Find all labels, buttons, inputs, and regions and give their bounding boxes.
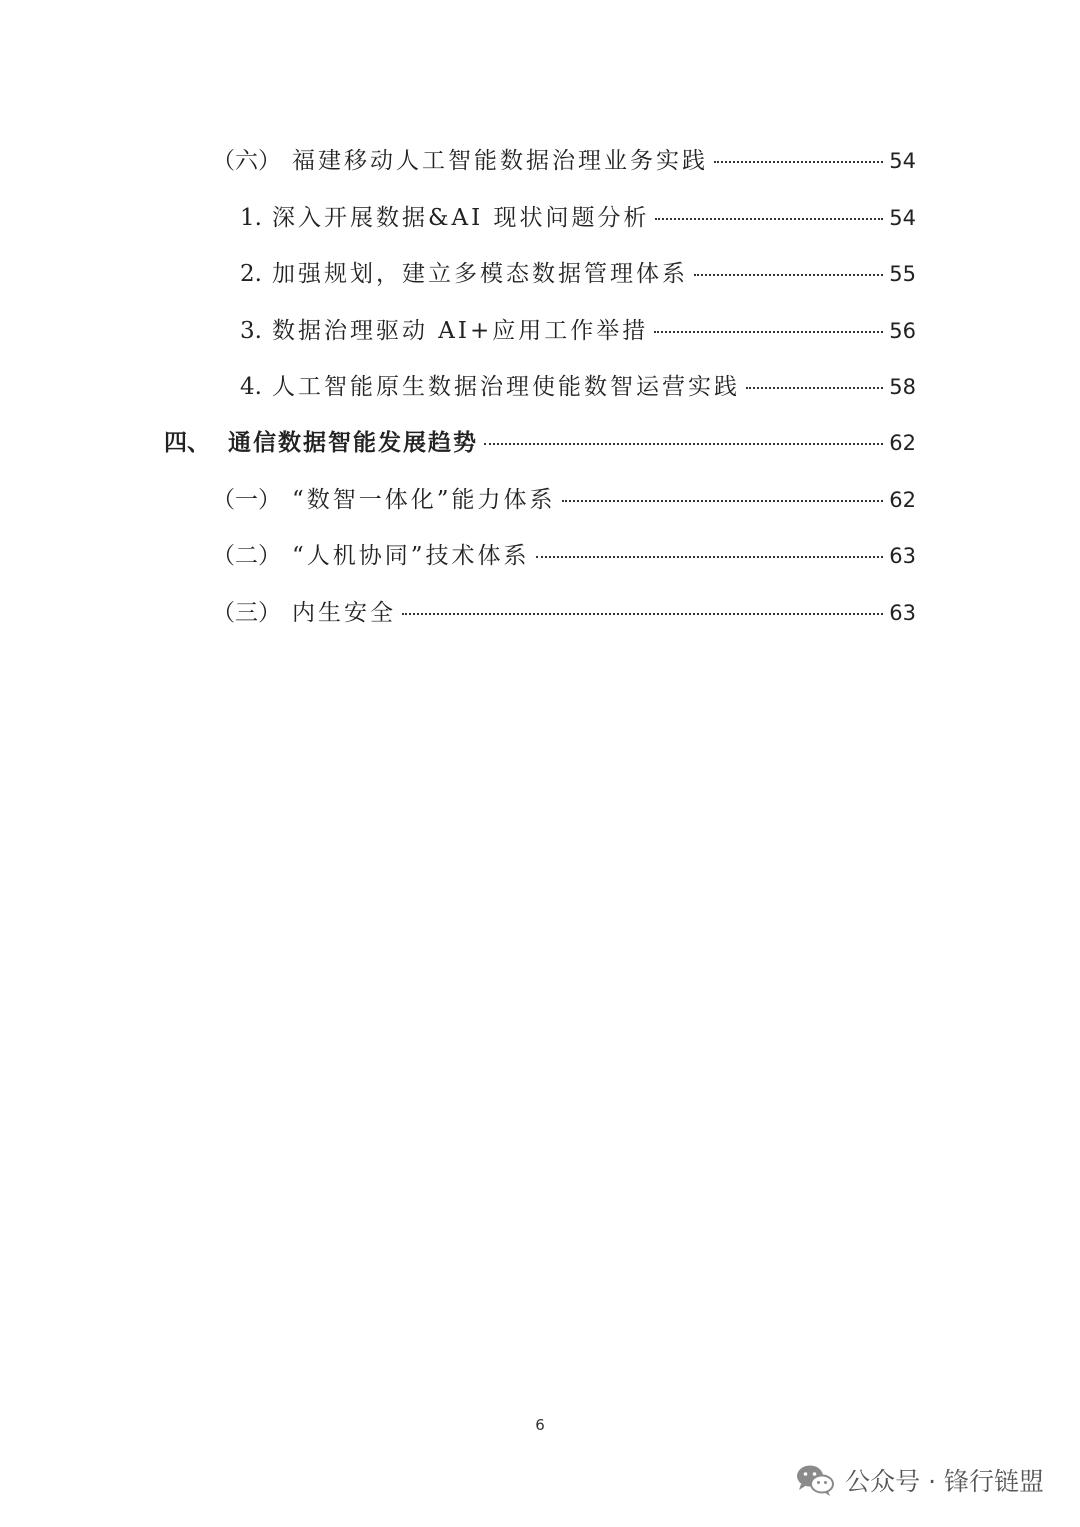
toc-entry-prefix: 3. [240, 318, 262, 344]
toc-entry-title: 内生安全 [292, 600, 396, 626]
toc-entry-page: 55 [889, 262, 916, 286]
toc-dot-leader [746, 386, 883, 389]
toc-entry-prefix: 2. [240, 261, 262, 287]
watermark-text: 公众号 · 锋行链盟 [845, 1467, 1044, 1496]
toc-entry-title: 人工智能原生数据治理使能数智运营实践 [272, 374, 740, 400]
toc-entry-prefix: （一） [212, 487, 281, 513]
toc-entry[interactable] [164, 428, 916, 458]
toc-dot-leader [402, 612, 883, 615]
toc-entry[interactable] [212, 146, 916, 176]
toc-entry-page: 63 [889, 544, 916, 568]
toc-entry-title: 通信数据智能发展趋势 [228, 430, 478, 456]
toc-entry[interactable] [240, 316, 916, 346]
toc-entry-prefix: 1. [240, 205, 262, 231]
toc-entry-page: 58 [889, 375, 916, 399]
toc-entry[interactable] [212, 541, 916, 571]
toc-entry[interactable] [240, 372, 916, 402]
toc-entry-page: 54 [889, 149, 916, 173]
toc-entry-page: 54 [889, 206, 916, 230]
toc-entry-page: 63 [889, 601, 916, 625]
toc-entry-page: 62 [889, 488, 916, 512]
toc-entry-page: 62 [889, 431, 916, 455]
toc-entry[interactable] [212, 598, 916, 628]
toc-entry-prefix: 4. [240, 374, 262, 400]
watermark [795, 1462, 1044, 1498]
toc-entry-title: 加强规划，建立多模态数据管理体系 [272, 261, 688, 287]
toc-entry-prefix: （三） [212, 600, 281, 626]
toc-dot-leader [654, 330, 883, 333]
toc-entry[interactable] [240, 203, 916, 233]
toc-entry-title: “数智一体化”能力体系 [292, 487, 556, 513]
toc-entry-title: “人机协同”技术体系 [292, 543, 530, 569]
toc-entry-prefix: （二） [212, 543, 281, 569]
toc-dot-leader [694, 273, 883, 276]
toc-entry[interactable] [240, 259, 916, 289]
toc-dot-leader [562, 499, 884, 502]
toc-entry-title: 深入开展数据&AI 现状问题分析 [272, 205, 650, 231]
toc-entry-title: 福建移动人工智能数据治理业务实践 [292, 148, 708, 174]
toc-dot-leader [655, 217, 883, 220]
toc-entry-prefix: 四、 [164, 430, 210, 456]
toc-entry-prefix: （六） [212, 148, 281, 174]
toc-dot-leader [714, 160, 883, 163]
toc-entry-page: 56 [889, 319, 916, 343]
toc-dot-leader [536, 555, 884, 558]
wechat-icon [795, 1463, 835, 1497]
toc-dot-leader [484, 442, 883, 445]
toc-entry-title: 数据治理驱动 AI+应用工作举措 [272, 318, 649, 344]
page-number: 6 [535, 1416, 545, 1434]
toc-entry[interactable] [212, 485, 916, 515]
